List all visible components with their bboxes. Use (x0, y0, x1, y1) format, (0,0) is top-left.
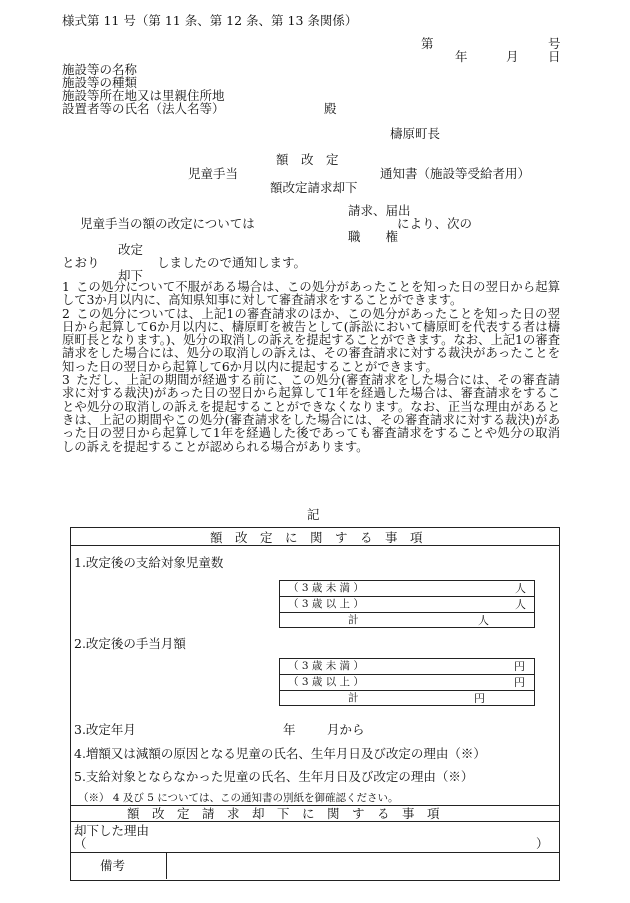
body-notify: しましたので通知します。 (157, 255, 307, 270)
remarks-label: 備考 (100, 858, 126, 873)
date-year: 年 (455, 49, 468, 64)
title-upper: 額 改 定 (276, 152, 339, 167)
under3-unit: 人 (515, 582, 526, 595)
table-rule (70, 821, 559, 822)
item3-year: 年 (283, 722, 296, 737)
title-right: 通知書（施設等受給者用） (380, 166, 531, 181)
date-month: 月 (506, 49, 519, 64)
table1-header: 額 改 定 に 関 す る 事 項 (210, 530, 423, 545)
facility-type-label: 施設等の種類 (62, 75, 138, 90)
item3-month: 月から (327, 722, 365, 737)
under3-label: （ 3 歳 未 満 ） (288, 582, 364, 594)
title-lower: 額改定請求却下 (270, 180, 358, 195)
option-by: により、次の (397, 216, 473, 231)
doc-number-dai: 第 (421, 36, 434, 51)
founder-name-label: 設置者等の氏名（法人名等） (62, 101, 225, 116)
date-day: 日 (548, 49, 561, 64)
title-left: 児童手当 (188, 166, 239, 181)
footnote: （※） 4 及び 5 については、この通知書の別紙を御確認ください。 (78, 792, 399, 804)
item3-label: 3.改定年月 (74, 722, 136, 737)
appeal-notes (62, 281, 560, 454)
item2-label: 2.改定後の手当月額 (74, 636, 186, 651)
total-unit: 人 (478, 614, 489, 627)
table-rule (166, 852, 167, 879)
reason-paren-close: ） (536, 836, 549, 851)
total-label: 計 (348, 614, 359, 626)
option-ex-officio: 職 権 (348, 229, 399, 244)
table-rule (279, 690, 534, 691)
note-item: 3 ただし、上記の期間が経過する前に、この処分(審査請求をした場合には、その審査請求に対する裁決)があった日の翌日から起算して1年を経過した場合は、審査請求をすることや処分の取消しの訴えを提起することができなくなります。なお、正当な理由があるときは、上記の期間やこの処分(審査請求をした場合には、その審査請求に対する裁決)があった日の翌日から起算して1年を経過した後であっても審査請求をすることや処分の取消しの訴えを提起することが認められる場合があります。 (62, 373, 560, 454)
reason-label: 却下した理由 (74, 823, 150, 838)
issuer-mayor: 檮原町長 (390, 126, 441, 141)
form-number: 様式第 11 号（第 11 条、第 12 条、第 13 条関係） (62, 13, 358, 28)
table-rule (279, 596, 534, 597)
facility-name-label: 施設等の名称 (62, 62, 138, 77)
over3-amount-unit: 円 (514, 676, 525, 689)
over3-label: （ 3 歳 以 上 ） (288, 598, 364, 610)
total-amount-unit: 円 (474, 692, 485, 705)
facility-address-label: 施設等所在地又は里親住所地 (62, 88, 225, 103)
option-kaitei: 改定 (118, 242, 144, 257)
reason-paren-open: （ (74, 836, 87, 851)
over3-amount-label: （ 3 歳 以 上 ） (288, 676, 364, 688)
option-request: 請求、届出 (348, 203, 411, 218)
table-rule (279, 612, 534, 613)
table-rule (70, 852, 559, 853)
ki-heading: 記 (307, 507, 320, 522)
body-line1: 児童手当の額の改定については (80, 216, 255, 231)
under3-amount-unit: 円 (514, 660, 525, 673)
option-kyakka: 却下 (118, 268, 144, 283)
item4-label: 4.増額又は減額の原因となる児童の氏名、生年月日及び改定の理由（※） (74, 746, 486, 761)
total-amount-label: 計 (348, 692, 359, 704)
note-item: 2 この処分については、上記1の審査請求のほか、この処分があったことを知った日の翌日から起算して6か月以内に、檮原町を被告として(訴訟において檮原町を代表する者は檮原町長となります。)、処分の取消しの訴えを提起することができます。なお、上記1の審査請求をした場合には、処分の取消しの訴えは、その審査請求に対する裁決があったことを知った日の翌日から起算して6か月以内に提起することができます。 (62, 306, 560, 374)
note-item: 1 この処分について不服がある場合は、この処分があったことを知った日の翌日から起算して3か月以内に、高知県知事に対して審査請求をすることができます。 (62, 280, 560, 308)
honorific-dono: 殿 (324, 101, 337, 116)
item1-label: 1.改定後の支給対象児童数 (74, 555, 224, 570)
doc-number-go: 号 (548, 36, 561, 51)
over3-unit: 人 (515, 598, 526, 611)
under3-amount-label: （ 3 歳 未 満 ） (288, 660, 364, 672)
item5-label: 5.支給対象とならなかった児童の氏名、生年月日及び改定の理由（※） (74, 769, 474, 784)
body-toori: とおり (62, 255, 100, 270)
table-rule (279, 674, 534, 675)
table2-header: 額 改 定 請 求 却 下 に 関 す る 事 項 (127, 806, 440, 821)
